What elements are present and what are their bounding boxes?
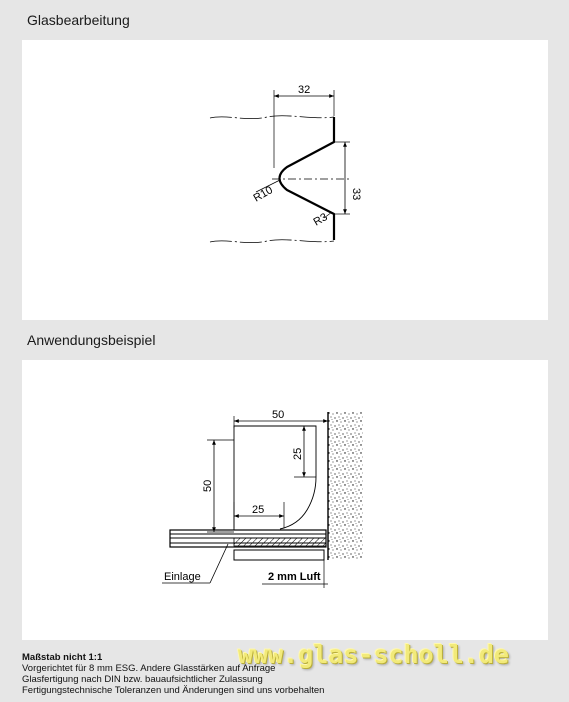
processing-drawing-panel (22, 40, 548, 320)
application-example-drawing (22, 360, 548, 640)
insert-label: Einlage (164, 571, 201, 583)
dim-inner-height-label: 25 (292, 447, 304, 460)
dim-width-top-label: 50 (272, 409, 285, 421)
note-glass-thickness: Vorgerichtet für 8 mm ESG. Andere Glasstärken auf Anfrage (22, 663, 276, 674)
dim-width-label: 32 (298, 84, 311, 96)
concrete-wall (328, 412, 363, 560)
glass-break-line-bottom (210, 240, 334, 243)
example-drawing-panel (22, 360, 548, 640)
section-title-processing: Glasbearbeitung (27, 12, 130, 28)
website-watermark: www.glas-scholl.de (238, 640, 509, 669)
note-scale: Maßstab nicht 1:1 (22, 652, 103, 663)
lower-clamp (234, 550, 324, 560)
radius-large-label: R10 (251, 184, 275, 205)
dim-height-label: 33 (350, 188, 362, 201)
dim-inner-width-label: 25 (252, 504, 265, 516)
gap-label: 2 mm Luft (268, 571, 321, 583)
glass-break-line-top (210, 116, 334, 119)
groove-profile-drawing (22, 40, 548, 320)
note-din-standard: Glasfertigung nach DIN bzw. bauaufsichtlicher Zulassung (22, 674, 263, 685)
radius-small-label: R3 (311, 211, 330, 229)
note-tolerances: Fertigungstechnische Toleranzen und Änderungen sind uns vorbehalten (22, 685, 325, 696)
dim-height-left-label: 50 (202, 479, 214, 492)
section-title-example: Anwendungsbeispiel (27, 332, 156, 348)
insert-bar (234, 538, 326, 546)
